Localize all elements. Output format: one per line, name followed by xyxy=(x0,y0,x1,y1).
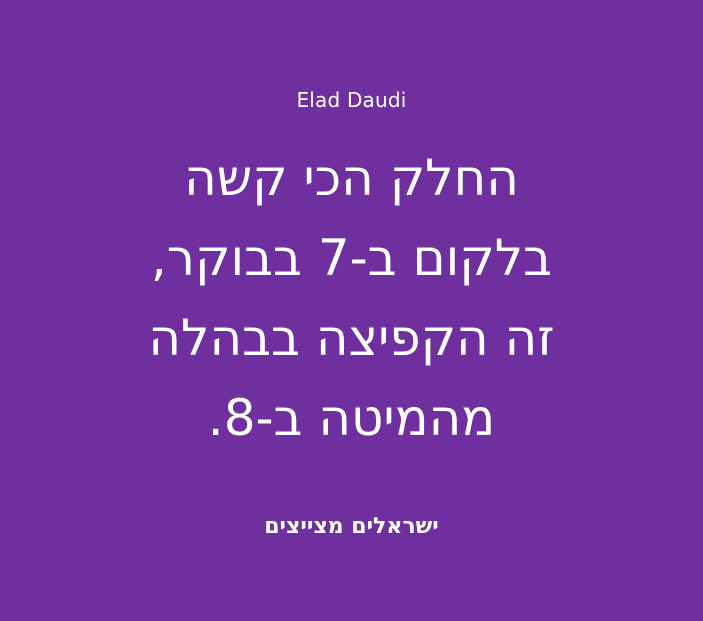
quote-line-3: זה הקפיצה בבהלה xyxy=(148,309,555,367)
quote-line-1: החלק הכי קשה xyxy=(184,149,519,207)
quote-text xyxy=(20,138,683,458)
author-name: Elad Daudi xyxy=(296,88,407,112)
brand-footer: ישראלים מצייצים xyxy=(264,514,439,539)
quote-line-4: מהמיטה ב-8. xyxy=(207,389,496,447)
quote-line-2: בלקום ב-7 בבוקר, xyxy=(150,229,553,287)
